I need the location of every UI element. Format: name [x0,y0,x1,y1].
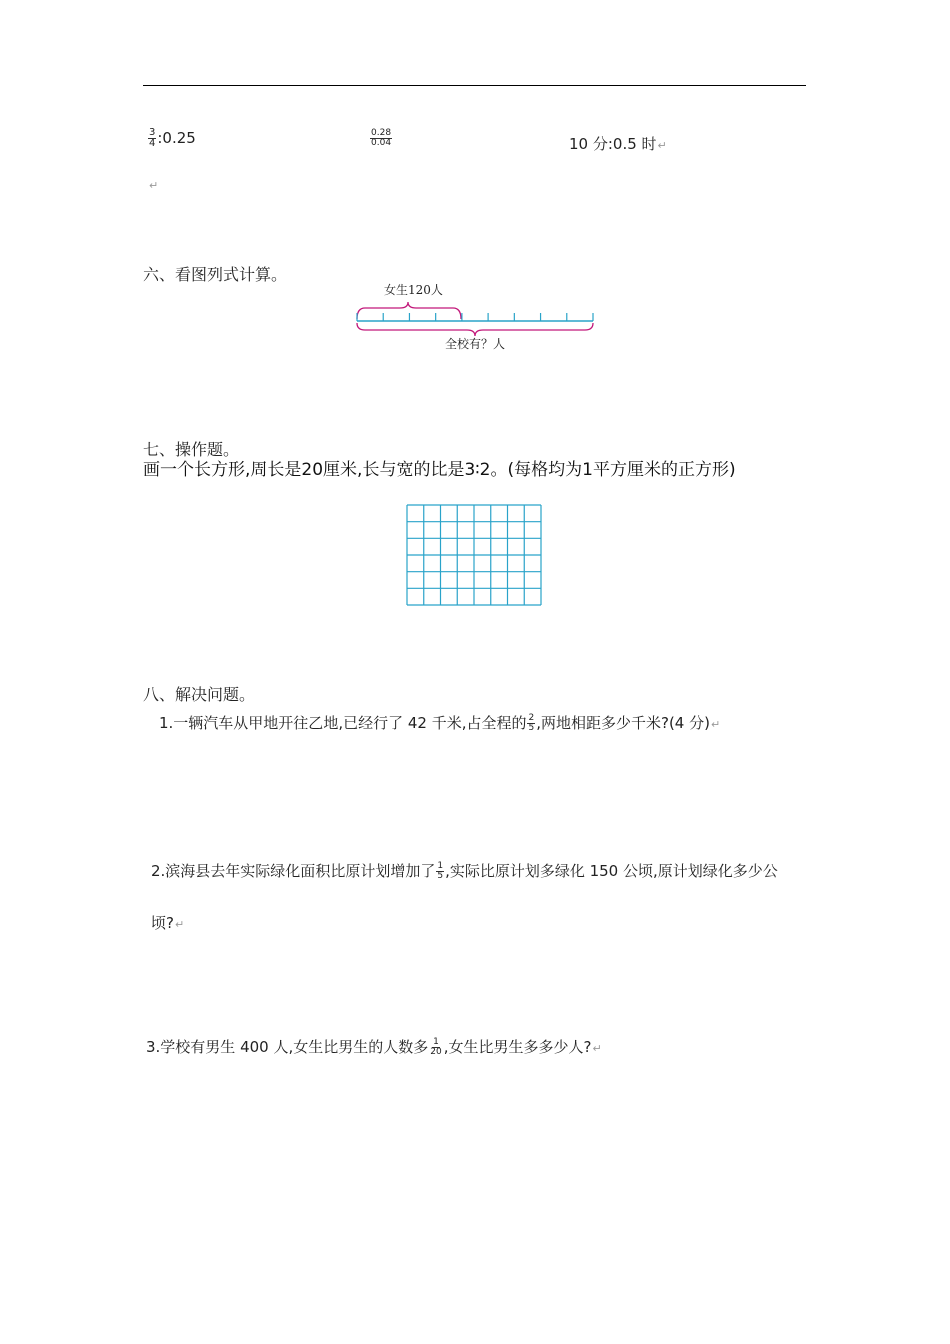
fraction-numerator: 3 [149,127,156,138]
fraction [527,714,535,733]
ratio-text: 10 分:0.5 时 [569,135,657,153]
diagram-top-label: 女生120人 [384,283,443,297]
ratio-item-3: 10 分:0.5 时↵ [569,135,667,153]
question-2-text-end: ,实际比原计划多绿化 150 公顷,原计划绿化多少公 [445,862,778,880]
fraction-denominator: 20 [430,1047,442,1057]
question-3: 3.学校有男生 400 人,女生比男生的人数多 $\frac{1}{20}$ ,女生比男生多多少人?↵ [146,1037,602,1057]
fraction [370,129,392,148]
question-3-text: 3.学校有男生 400 人,女生比男生的人数多 [146,1038,429,1056]
question-1-text: 1.一辆汽车从甲地开往乙地,已经行了 42 千米,占全程的 [159,714,527,732]
question-2-text: 2.滨海县去年实际绿化面积比原计划增加了 [151,862,436,880]
return-mark: ↵ [149,179,159,192]
bottom-brace [357,323,593,336]
ratio-rest: :0.25 [157,129,196,147]
fraction [436,862,444,881]
fraction-denominator: 5 [528,723,535,733]
question-2-line2: 顷?↵ [151,914,185,932]
question-2 [151,860,778,881]
section7-heading: 七、操作题。 [143,440,240,459]
section8-heading: 八、解决问题。 [143,685,256,704]
instruction-text: 画一个长方形,周长是20厘米,长与宽的比是3∶2。(每格均为1平方厘米的正方形) [143,460,736,480]
question-2-text-line2: 顷? [151,914,174,932]
ratio-item-2 [369,128,393,148]
diagram-bottom-label: 全校有？人 [445,337,506,351]
square-grid [406,504,542,606]
fraction-denominator: 0.04 [371,138,392,148]
fraction-denominator: 4 [149,138,156,149]
segment-ticks [357,313,593,321]
header-rule [143,85,806,86]
question-3-text-end: ,女生比男生多多少人? [443,1038,592,1056]
fraction [148,128,156,149]
section7-instruction [143,458,808,483]
fraction-numerator: 1 [437,861,444,871]
fraction [429,1038,442,1057]
fraction-numerator: 2 [528,713,535,723]
question-1: 1.一辆汽车从甲地开往乙地,已经行了 42 千米,占全程的 $\frac{2}{5}$ ,两地相距多少千米?(4 分)↵ [159,713,721,733]
fraction-numerator: 1 [433,1037,439,1047]
line-diagram [350,280,600,352]
ratio-item-1 [147,128,196,149]
fraction-numerator: 0.28 [371,128,392,138]
fraction-denominator: 5 [437,871,444,881]
question-1-text-end: ,两地相距多少千米?(4 分) [536,714,710,732]
section6-heading: 六、看图列式计算。 [143,265,288,284]
